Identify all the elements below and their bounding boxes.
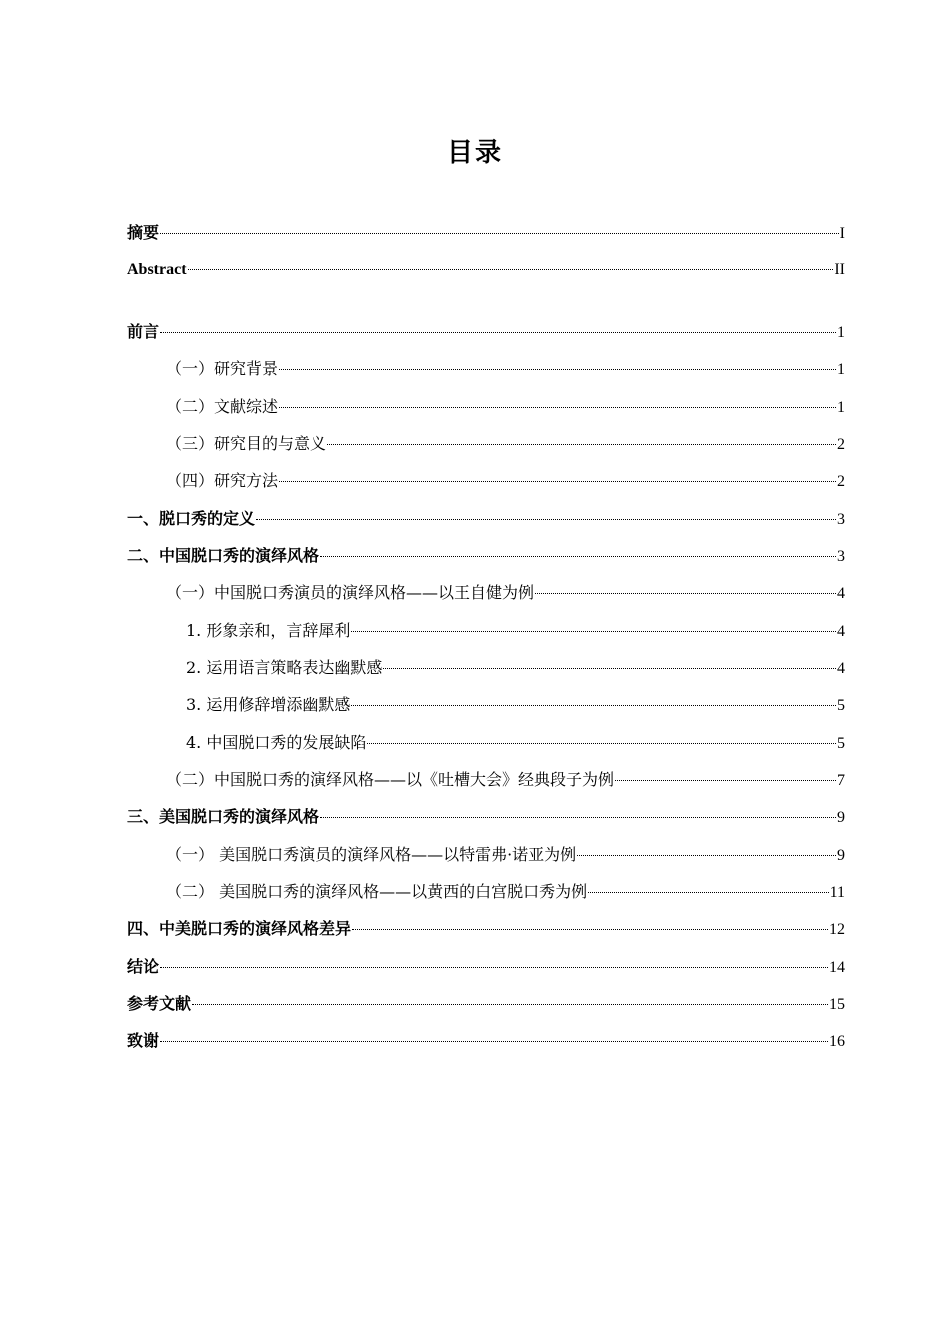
toc-entry[interactable]	[166, 879, 845, 905]
toc-entry-page: 15	[829, 996, 845, 1013]
toc-entry-page: 9	[837, 809, 845, 826]
toc-entry[interactable]	[186, 730, 845, 756]
dot-leader	[160, 1041, 828, 1042]
toc-entry-label: （四）研究方法	[166, 471, 279, 490]
toc-entry-label: 3. 运用修辞增添幽默感	[186, 695, 351, 714]
toc-entry-page: 12	[829, 921, 845, 938]
toc-entry-page: II	[834, 261, 845, 278]
toc-entry-page: 5	[837, 735, 845, 752]
dot-leader	[188, 269, 834, 270]
toc-entry[interactable]	[166, 468, 845, 494]
toc-entry-label: 前言	[127, 322, 160, 341]
toc-entry-label: 2. 运用语言策略表达幽默感	[186, 658, 383, 677]
toc-entry[interactable]	[127, 220, 845, 246]
toc-entry-label: 摘要	[127, 223, 160, 242]
toc-entry-page: 4	[837, 660, 845, 677]
toc-entry[interactable]	[166, 767, 845, 793]
toc-entry[interactable]	[127, 1028, 845, 1054]
dot-leader	[160, 233, 839, 234]
toc-entry-label: Abstract	[127, 261, 187, 278]
toc-entry[interactable]	[166, 356, 845, 382]
toc-entry-label: （一）研究背景	[166, 359, 279, 378]
dot-leader	[279, 407, 836, 408]
toc-entry-label: 三、美国脱口秀的演绎风格	[127, 807, 320, 826]
toc-entry-label: 一、脱口秀的定义	[127, 509, 256, 528]
dot-leader	[320, 817, 836, 818]
dot-leader	[256, 519, 836, 520]
toc-entry[interactable]	[127, 916, 845, 942]
toc-entry-label: （二） 美国脱口秀的演绎风格——以黄西的白宫脱口秀为例	[166, 882, 588, 901]
toc-entry-page: 4	[837, 623, 845, 640]
dot-leader	[160, 967, 828, 968]
toc-entry-page: 2	[837, 473, 845, 490]
toc-entry-label: （一） 美国脱口秀演员的演绎风格——以特雷弗·诺亚为例	[166, 845, 577, 864]
toc-entry[interactable]	[186, 618, 845, 644]
toc-entry-label: 二、中国脱口秀的演绎风格	[127, 546, 320, 565]
dot-leader	[192, 1004, 828, 1005]
toc-entry-page: 11	[829, 884, 845, 901]
toc-entry[interactable]	[166, 394, 845, 420]
toc-entry-page: I	[839, 225, 845, 242]
toc-entry-label: （二）中国脱口秀的演绎风格——以《吐槽大会》经典段子为例	[166, 770, 615, 789]
dot-leader	[279, 481, 836, 482]
toc-entry[interactable]	[127, 991, 845, 1017]
dot-leader	[327, 444, 836, 445]
dot-leader	[535, 593, 836, 594]
toc-entry-page: 3	[837, 511, 845, 528]
toc-entry-page: 9	[837, 847, 845, 864]
dot-leader	[383, 668, 836, 669]
dot-leader	[615, 780, 836, 781]
toc-entry[interactable]	[127, 506, 845, 532]
dot-leader	[352, 929, 828, 930]
dot-leader	[279, 369, 836, 370]
toc-entry-label: （三）研究目的与意义	[166, 434, 327, 453]
toc-entry[interactable]	[166, 580, 845, 606]
dot-leader	[320, 556, 836, 557]
toc-title: 目录	[446, 138, 503, 168]
toc-entry-label: 四、中美脱口秀的演绎风格差异	[127, 919, 352, 938]
toc-entry-page: 16	[829, 1033, 845, 1050]
toc-entry-label: （二）文献综述	[166, 397, 279, 416]
toc-entry[interactable]	[127, 319, 845, 345]
toc-entry-page: 4	[837, 585, 845, 602]
toc-entry[interactable]	[127, 543, 845, 569]
toc-entry-label: 1. 形象亲和，言辞犀利	[186, 621, 351, 640]
toc-entry-page: 2	[837, 436, 845, 453]
toc-entry[interactable]	[166, 431, 845, 457]
dot-leader	[588, 892, 829, 893]
toc-entry[interactable]	[166, 842, 845, 868]
toc-entry-page: 1	[837, 399, 845, 416]
toc-entry-page: 1	[837, 361, 845, 378]
toc-entry[interactable]	[127, 804, 845, 830]
dot-leader	[351, 631, 836, 632]
dot-leader	[160, 332, 836, 333]
toc-entry-page: 1	[837, 324, 845, 341]
toc-entry[interactable]	[186, 655, 845, 681]
toc-entry-page: 5	[837, 697, 845, 714]
toc-entry-label: （一）中国脱口秀演员的演绎风格——以王自健为例	[166, 583, 535, 602]
toc-entry-page: 7	[837, 772, 845, 789]
dot-leader	[351, 705, 836, 706]
dot-leader	[577, 855, 836, 856]
toc-entry-label: 参考文献	[127, 994, 192, 1013]
toc-entry[interactable]	[127, 257, 845, 283]
toc-entry[interactable]	[127, 954, 845, 980]
toc-entry[interactable]	[186, 692, 845, 718]
toc-entry-page: 14	[829, 959, 845, 976]
toc-entry-page: 3	[837, 548, 845, 565]
dot-leader	[367, 743, 836, 744]
toc-entry-label: 致谢	[127, 1031, 160, 1050]
toc-entry-label: 结论	[127, 957, 160, 976]
toc-entry-label: 4. 中国脱口秀的发展缺陷	[186, 733, 367, 752]
